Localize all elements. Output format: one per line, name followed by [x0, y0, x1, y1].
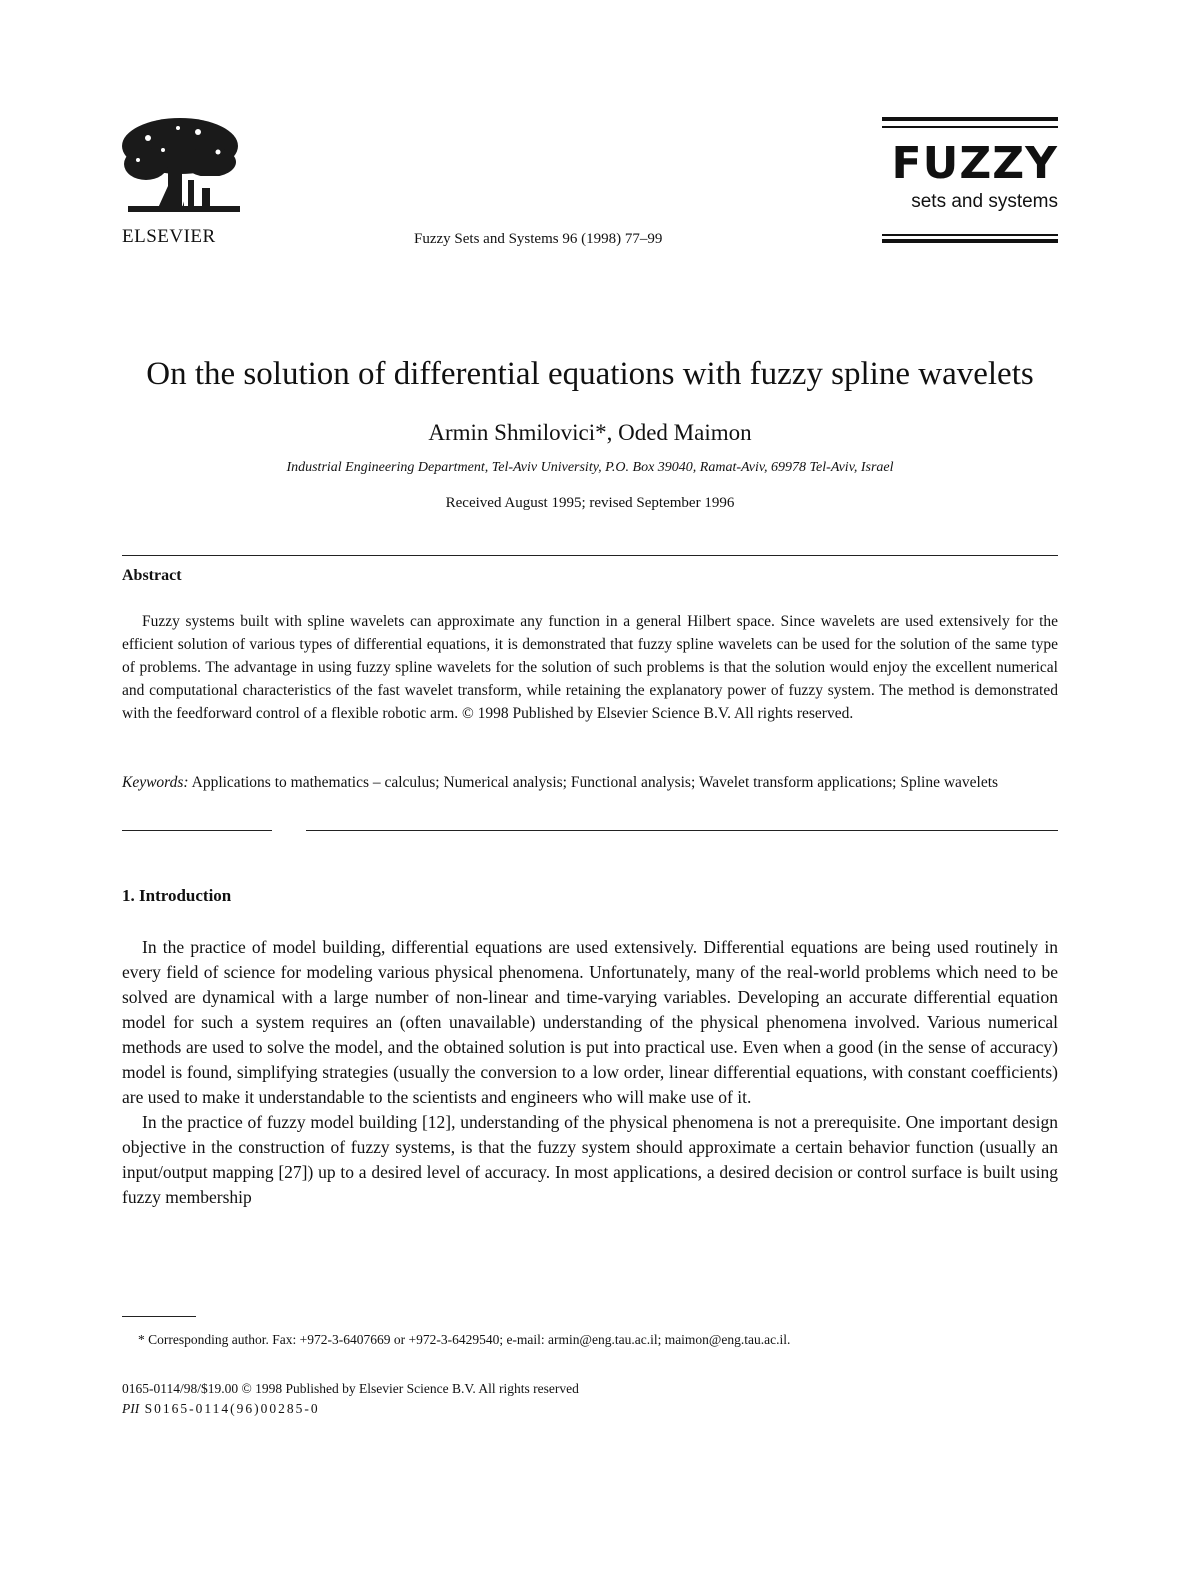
- abstract-heading: Abstract: [122, 567, 182, 584]
- brand-rule-bottom: [882, 239, 1058, 243]
- paragraph: In the practice of model building, differential equations are used extensively. Differential equations are being used routinely in every field of science for modeling various physical phenomena. Unfortunately, many of the real-world problems which need to be solved are dynamical with a large number of non-linear and time-varying variables. Developing an accurate differential equation model for such a system requires an (often unavailable) understanding of the physical phenomena involved. Various numerical methods are used to solve the model, and the obtained solution is put into practical use. Even when a good (in the sense of accuracy) model is found, simplifying strategies (usually the conversion to a low order, linear differential equations, with constant coefficients) are used to make it understandable to the scientists and engineers who will make use of it.: [122, 937, 1058, 1107]
- journal-citation: Fuzzy Sets and Systems 96 (1998) 77–99: [414, 231, 663, 247]
- brand-rule-top-thin: [882, 126, 1058, 128]
- abstract-bottom-rule-left: [122, 830, 272, 831]
- publisher-name: ELSEVIER: [122, 226, 216, 247]
- pii-line: [122, 1401, 320, 1417]
- elsevier-tree-logo: [118, 116, 244, 216]
- brand-subtitle: sets and systems: [911, 191, 1058, 212]
- corresponding-author-footnote: * Corresponding author. Fax: +972-3-6407669 or +972-3-6429540; e-mail: armin@eng.tau.ac.il; maimon@eng.tau.ac.il.: [138, 1332, 791, 1347]
- abstract-top-rule: [122, 555, 1058, 556]
- brand-rule-top: [882, 117, 1058, 121]
- section-heading-introduction: 1. Introduction: [122, 886, 232, 905]
- keywords: [122, 771, 1058, 794]
- pii-label: PII: [122, 1401, 140, 1416]
- article-title: On the solution of differential equations with fuzzy spline wavelets: [146, 356, 1034, 392]
- author-affiliation: Industrial Engineering Department, Tel-Aviv University, P.O. Box 39040, Ramat-Aviv, 69978 Tel-Aviv, Israel: [286, 460, 894, 475]
- abstract-text: Fuzzy systems built with spline wavelets can approximate any function in a general Hilbert space. Since wavelets are used extensively for the efficient solution of various types of differential equations, it is demonstrated that fuzzy spline wavelets can be used for the solution of the same type of problems. The advantage in using fuzzy spline wavelets for the solution of such problems is that the solution would enjoy the excellent numerical and computational characteristics of the fast wavelet transform, while retaining the explanatory power of fuzzy system. The method is demonstrated with the feedforward control of a flexible robotic arm. © 1998 Published by Elsevier Science B.V. All rights reserved.: [122, 613, 1058, 722]
- abstract-bottom-rule-right: [306, 830, 1058, 831]
- keywords-text: Applications to mathematics – calculus; Numerical analysis; Functional analysis; Wavelet transform applications; Spline wavelets: [191, 774, 999, 791]
- received-dates: Received August 1995; revised September 1996: [445, 495, 735, 511]
- copyright-line: 0165-0114/98/$19.00 © 1998 Published by Elsevier Science B.V. All rights reserved: [122, 1381, 579, 1396]
- keywords-label: Keywords:: [122, 774, 189, 791]
- brand-rule-bottom-thin: [882, 234, 1058, 236]
- pii-value: S0165-0114(96)00285-0: [144, 1401, 320, 1416]
- article-authors: Armin Shmilovici*, Oded Maimon: [428, 420, 752, 445]
- journal-brand: [882, 117, 1058, 245]
- brand-word: FUZZY: [891, 138, 1058, 189]
- footnote-rule: [122, 1316, 196, 1317]
- introduction-body: [122, 935, 1058, 1210]
- paragraph: In the practice of fuzzy model building [12], understanding of the physical phenomena is not a prerequisite. One important design objective in the construction of fuzzy systems, is that the fuzzy system should approximate a certain behavior function (usually an input/output mapping [27]) up to a desired level of accuracy. In most applications, a desired decision or control surface is built using fuzzy membership: [122, 1112, 1058, 1207]
